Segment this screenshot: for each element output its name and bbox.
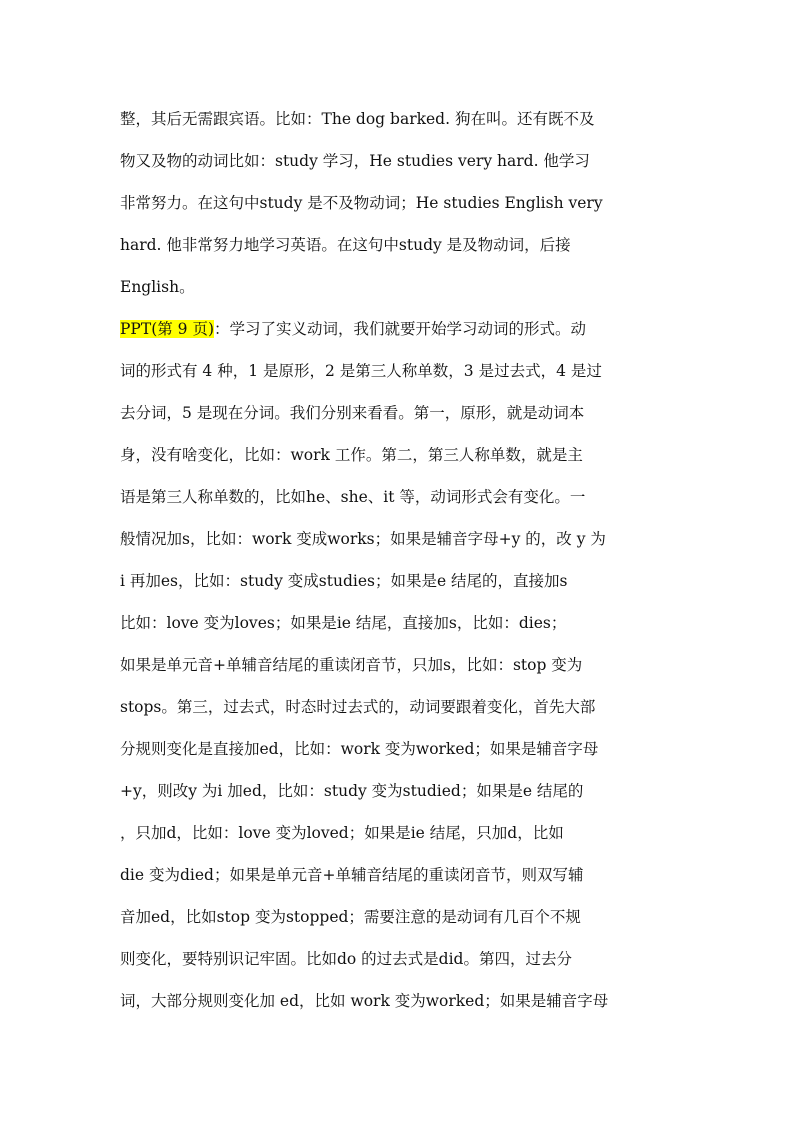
text-line: hard. 他非常努力地学习英语。在这句中study 是及物动词，后接 (120, 236, 571, 254)
text-line: 整，其后无需跟宾语。比如：The dog barked. 狗在叫。还有既不及 (120, 110, 595, 128)
text-line: +y，则改y 为i 加ed，比如：study 变为studied；如果是e 结尾的 (120, 782, 584, 800)
ppt-page-label: PPT(第 9 页) (120, 320, 215, 338)
text-line: 则变化，要特别识记牢固。比如do 的过去式是did。第四，过去分 (120, 950, 572, 968)
text-line: 身，没有啥变化，比如：work 工作。第二，第三人称单数，就是主 (120, 446, 583, 464)
text-line: 去分词，5 是现在分词。我们分别来看看。第一，原形，就是动词本 (120, 404, 585, 422)
text-line: 比如：love 变为loves；如果是ie 结尾，直接加s，比如：dies； (120, 614, 567, 632)
text-line: 分规则变化是直接加ed，比如：work 变为worked；如果是辅音字母 (120, 740, 599, 758)
body-text (120, 98, 680, 1022)
text-line (120, 308, 680, 350)
text-line: 语是第三人称单数的，比如he、she、it 等，动词形式会有变化。一 (120, 488, 586, 506)
text-line-rest: ：学习了实义动词，我们就要开始学习动词的形式。动 (214, 320, 587, 338)
text-line: i 再加es，比如：study 变成studies；如果是e 结尾的，直接加s (120, 572, 568, 590)
text-line: die 变为died；如果是单元音+单辅音结尾的重读闭音节，则双写辅 (120, 866, 584, 884)
text-line: stops。第三，过去式，时态时过去式的，动词要跟着变化，首先大部 (120, 698, 596, 716)
text-line: 般情况加s，比如：work 变成works；如果是辅音字母+y 的，改 y 为 (120, 530, 606, 548)
paragraph-1 (120, 98, 680, 308)
text-line: 非常努力。在这句中study 是不及物动词；He studies English very (120, 194, 603, 212)
text-line: 物又及物的动词比如：study 学习，He studies very hard. 他学习 (120, 152, 590, 170)
text-line: 词的形式有 4 种，1 是原形，2 是第三人称单数，3 是过去式，4 是过 (120, 362, 602, 380)
text-line: 词，大部分规则变化加 ed，比如 work 变为worked；如果是辅音字母 (120, 992, 609, 1010)
text-line: 如果是单元音+单辅音结尾的重读闭音节，只加s，比如：stop 变为 (120, 656, 583, 674)
text-line: English。 (120, 278, 195, 296)
text-line: 音加ed，比如stop 变为stopped；需要注意的是动词有几百个不规 (120, 908, 581, 926)
paragraph-2 (120, 308, 680, 1022)
text-line: ，只加d，比如：love 变为loved；如果是ie 结尾，只加d，比如 (120, 824, 564, 842)
